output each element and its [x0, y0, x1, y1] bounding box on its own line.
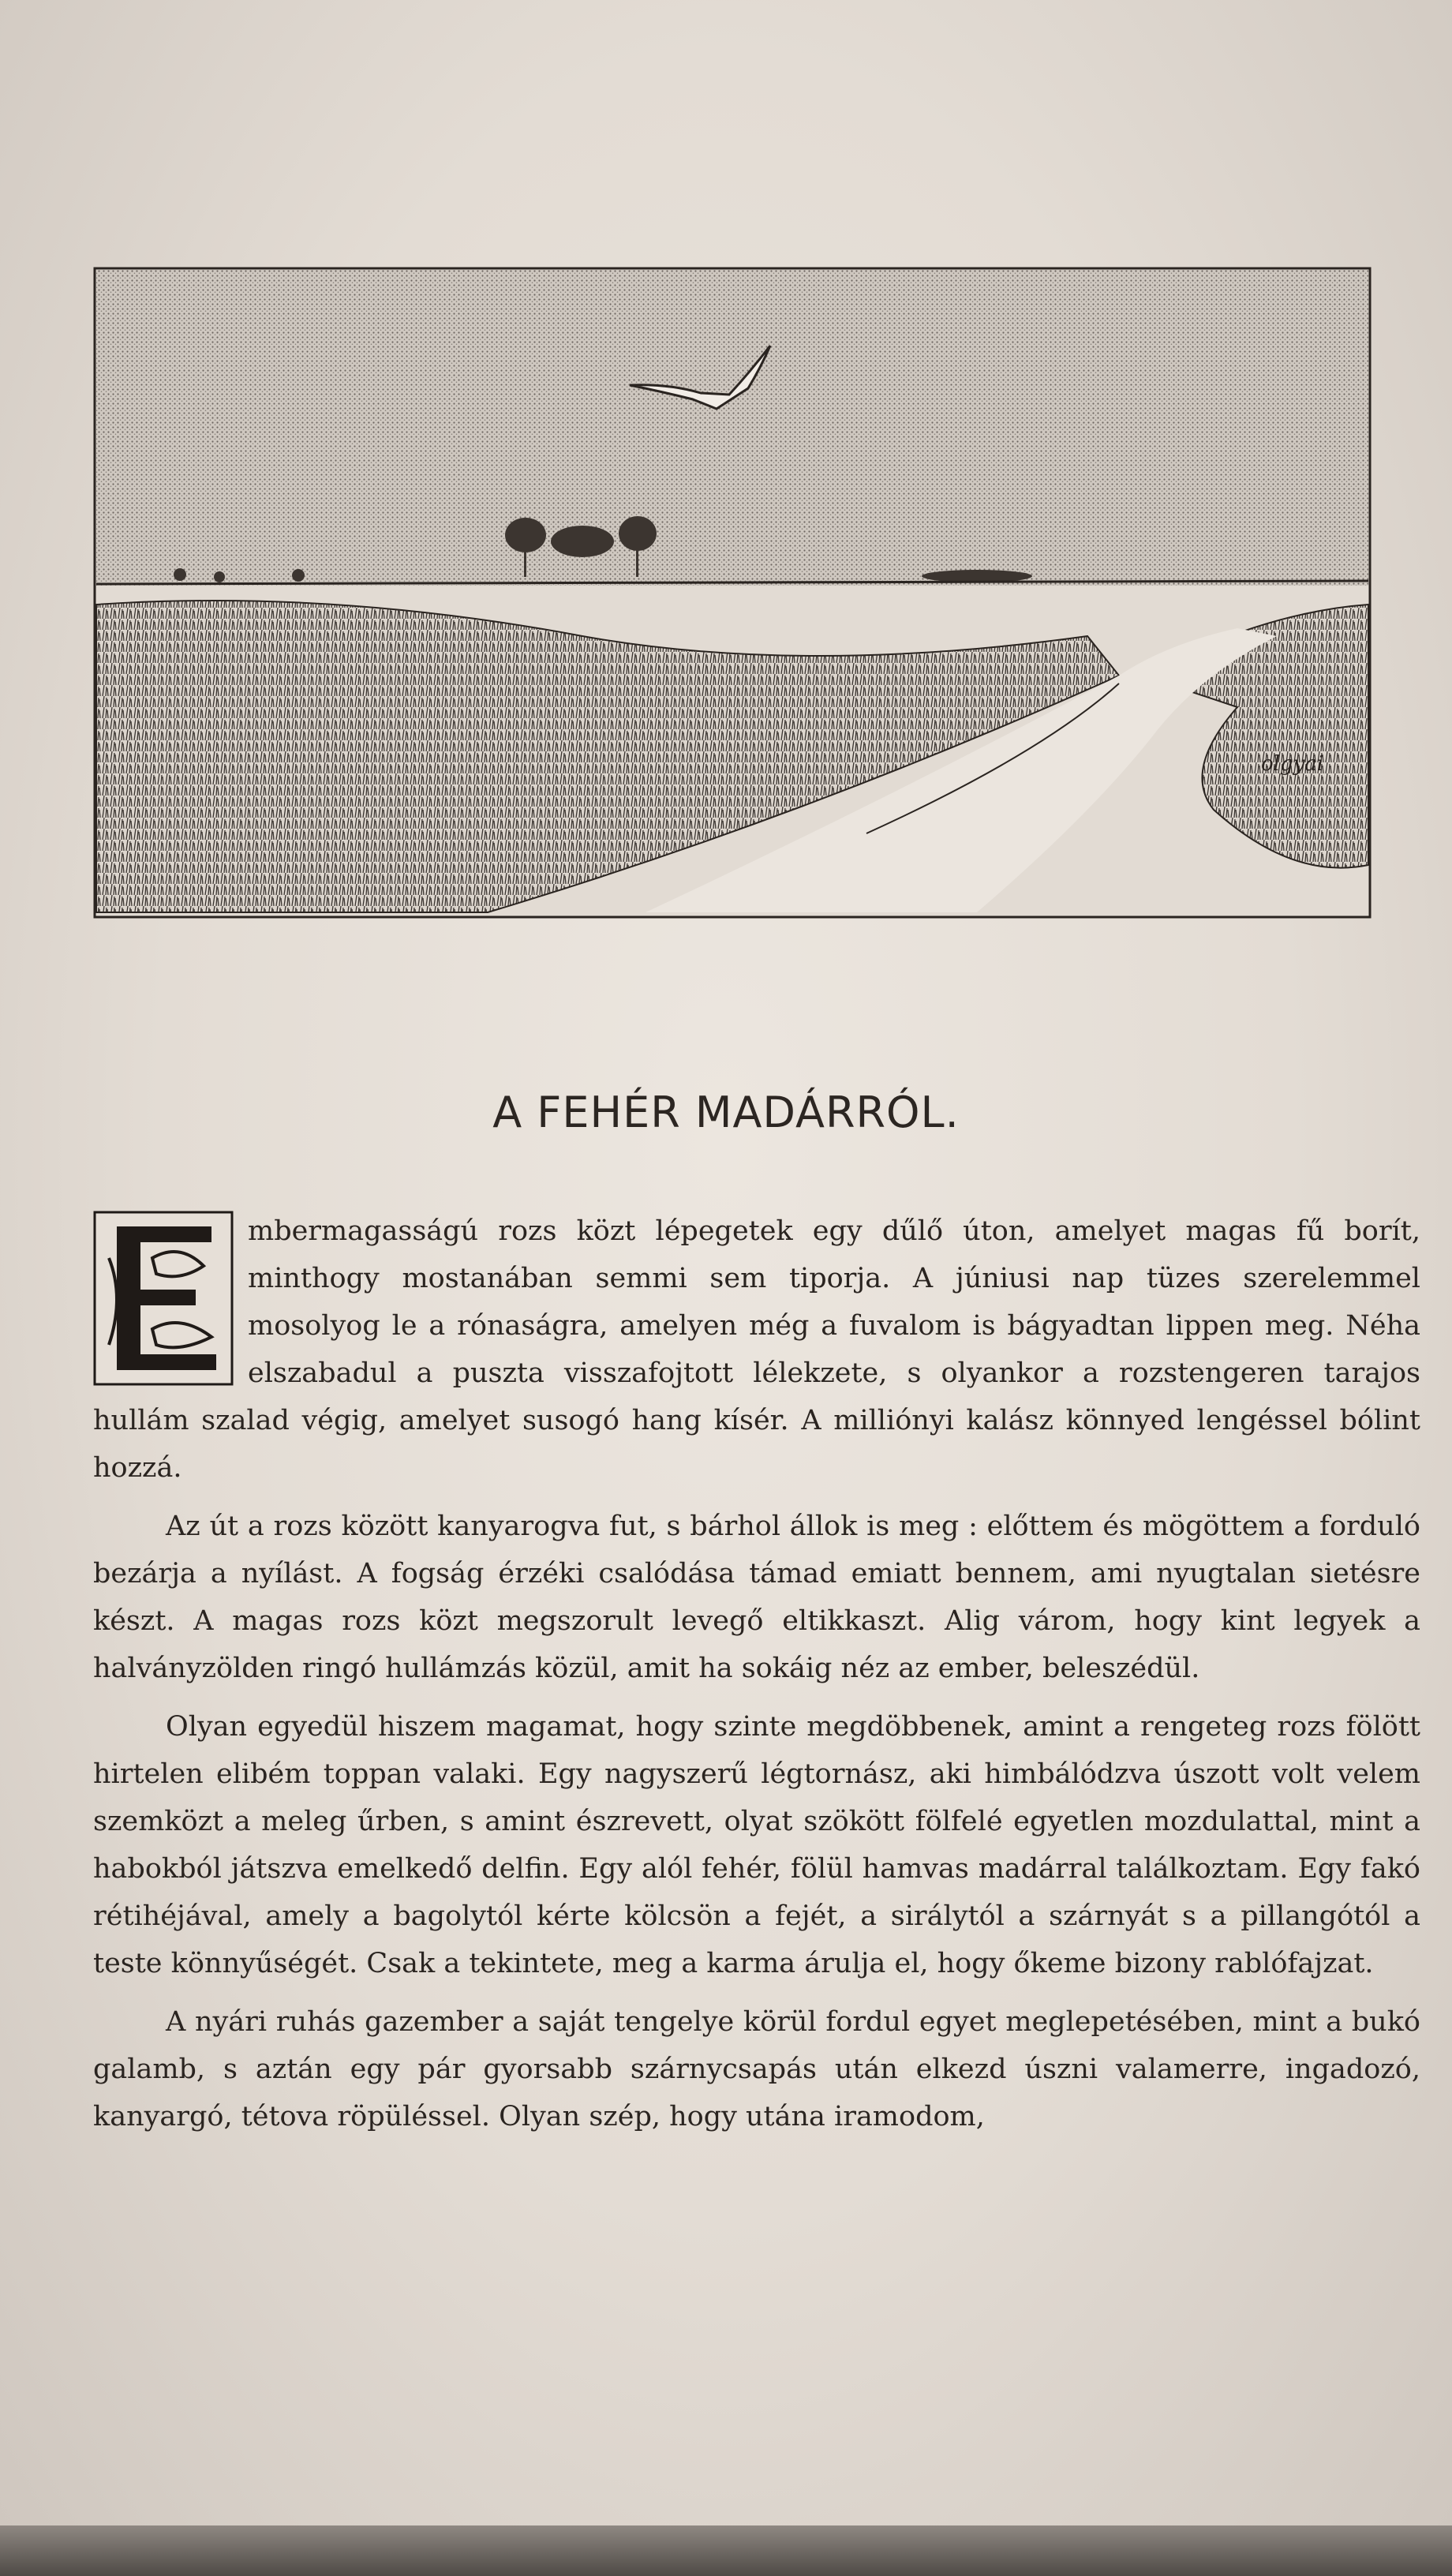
ornamental-initial-e-icon	[93, 1211, 234, 1386]
paragraph-3: Olyan egyedül hiszem magamat, hogy szinte megdöbbenek, amint a rengeteg rozs fölött hirtelen elibém toppan valaki. Egy nagyszerű légtornász, aki himbálódzva úszott volt velem szemközt a meleg űrben, s amint észrevett, olyat szökött fölfelé egyetlen mozdulattal, mint a habokból játszva emelkedő delfin. Egy alól fehér, fölül hamvas madárral találkoztam. Egy fakó rétihéjával, amely a bagolytól kérte kölcsön a fejét, a sirálytól a szárnyát s a pillangótól a teste könnyűségét. Csak a tekintete, meg a karma árulja el, hogy őkeme bizony rablófajzat.	[93, 1711, 1420, 1979]
field-landscape-with-bird-illustration	[93, 265, 1373, 920]
paragraph-4: A nyári ruhás gazember a saját tengelye körül fordul egyet meglepetésében, mint a bukó galamb, s aztán egy pár gyorsabb szárnycsapás után elkezd úszni valamerre, ingadozó, kanyargó, tétova röpüléssel. Olyan szép, hogy utána iramodom,	[93, 2006, 1420, 2132]
paragraph-1	[93, 1208, 1420, 1492]
paragraph-1-text: mbermagasságú rozs közt lépegetek egy dűlő úton, amelyet magas fű borít, minthogy mostanában semmi sem tiporja. A júniusi nap tüzes szerelemmel mosolyog le a rónaságra, amelyen még a fuvalom is bágyadtan lippen meg. Néha elszabadul a puszta visszafojtott lélekzete, s olyankor a rozstengeren tarajos hullám szalad végig, amelyet susogó hang kísér. A milliónyi kalász könnyed lengéssel bólint hozzá.	[93, 1215, 1420, 1484]
illustration-signature: olgyai	[1261, 752, 1324, 776]
page-bottom-edge	[0, 2525, 1452, 2576]
body-text	[93, 1208, 1420, 2151]
landscape-illustration	[93, 265, 1373, 920]
chapter-title: A FEHÉR MADÁRRÓL.	[492, 1088, 960, 1137]
paragraph-2: Az út a rozs között kanyarogva fut, s bárhol állok is meg : előttem és mögöttem a forduló bezárja a nyílást. A fogság érzéki csalódása támad emiatt bennem, ami nyugtalan sietésre készt. A magas rozs közt megszorult levegő eltikkaszt. Alig várom, hogy kint legyek a halványzölden ringó hullámzás közül, amit ha sokáig néz az ember, beleszédül.	[93, 1511, 1420, 1684]
